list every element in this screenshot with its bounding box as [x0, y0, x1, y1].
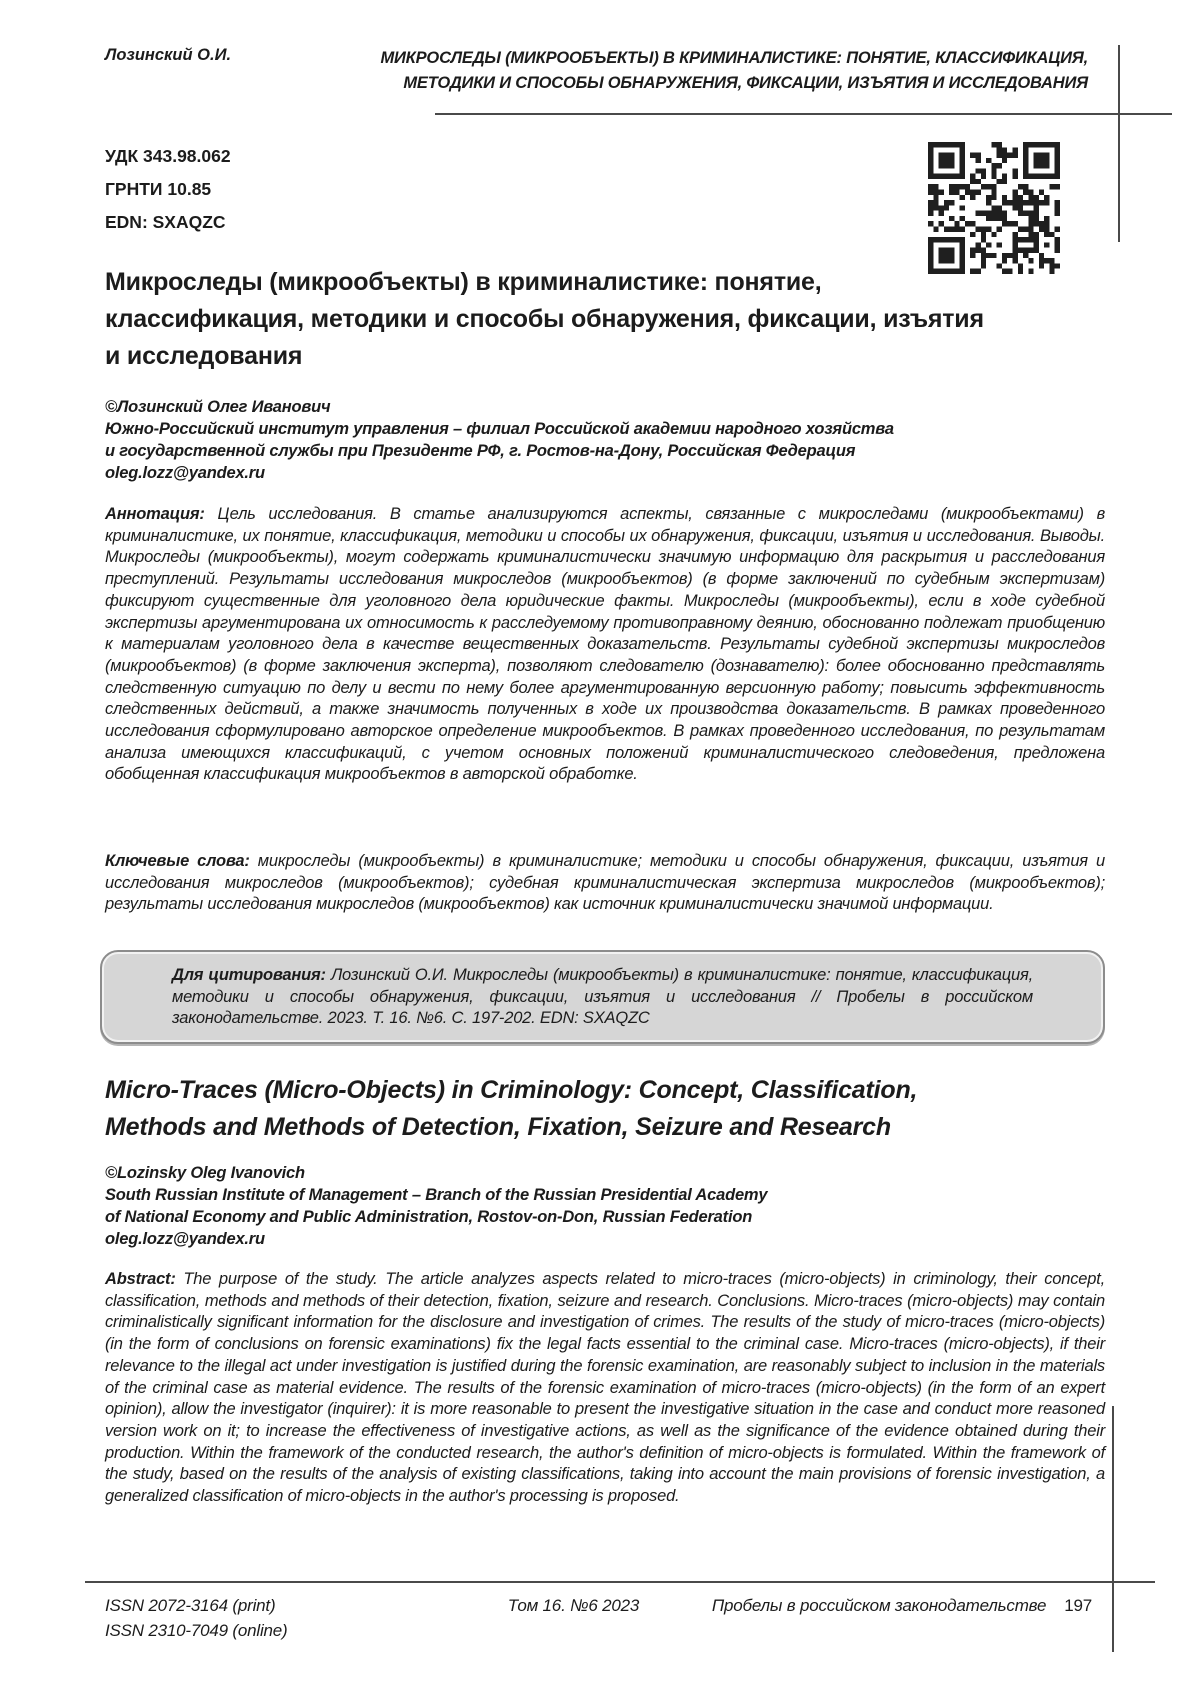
author-email-ru: oleg.lozz@yandex.ru	[105, 464, 265, 482]
running-head-author: Лозинский О.И.	[105, 46, 232, 64]
footer-rule	[85, 1581, 1155, 1583]
page-number: 197	[1064, 1596, 1092, 1615]
abstract-en-label: Abstract:	[105, 1270, 176, 1288]
edn-code: EDN: SXAQZC	[105, 212, 226, 232]
affiliation-ru-line2: и государственной службы при Президенте РФ, г. Ростов-на-Дону, Российская Федерация	[105, 442, 856, 460]
citation-label: Для цитирования:	[172, 966, 326, 984]
affiliation-en-line1: South Russian Institute of Management – Branch of the Russian Presidential Academy	[105, 1186, 768, 1204]
page-footer	[105, 1593, 1092, 1643]
affiliation-en-line2: of National Economy and Public Administration, Rostov-on-Don, Russian Federation	[105, 1208, 753, 1226]
citation-text-wrap	[102, 952, 1103, 1030]
keywords-ru-text: микроследы (микрообъекты) в криминалистике; методики и способы обнаружения, фиксации, изъятия и исследования микроследов (микрообъектов); судебная криминалистическая экспертиза микроследов (микрообъектов); результаты исследования микроследов (микрообъектов) как источник криминалистически значимой информации.	[105, 852, 1105, 914]
citation-box	[100, 950, 1105, 1044]
header-rule	[435, 113, 1172, 115]
footer-vertical-rule	[1112, 1406, 1114, 1652]
keywords-ru-label: Ключевые слова:	[105, 852, 250, 870]
volume-issue: Том 16. №6 2023	[507, 1596, 640, 1615]
abstract-ru-label: Аннотация:	[105, 505, 205, 523]
citation-text: Лозинский О.И. Микроследы (микрообъекты) в криминалистике: понятие, классификация, методики и способы обнаружения, фиксации, изъятия и исследования // Пробелы в российском законодательстве. 2023. Т. 16. №6. С. 197-202. EDN: SXAQZC	[172, 966, 1033, 1028]
issn-block	[105, 1593, 435, 1643]
qr-code	[928, 142, 1060, 274]
issn-online: ISSN 2310-7049 (online)	[105, 1621, 288, 1640]
running-head-title	[380, 46, 1088, 96]
running-head-title-line1: МИКРОСЛЕДЫ (МИКРООБЪЕКТЫ) В КРИМИНАЛИСТИКЕ: ПОНЯТИЕ, КЛАССИФИКАЦИЯ,	[380, 49, 1088, 67]
author-block-ru	[105, 396, 1105, 484]
abstract-en	[105, 1269, 1105, 1508]
article-title-ru: Микроследы (микрообъекты) в криминалистике: понятие, классификация, методики и способы обнаружения, фиксации, изъятия и исследования	[105, 268, 984, 370]
keywords-ru	[105, 851, 1105, 916]
issn-print: ISSN 2072-3164 (print)	[105, 1596, 276, 1615]
article-title-en: Micro-Traces (Micro-Objects) in Criminology: Concept, Classification, Methods and Methods of Detection, Fixation, Seizure and Research	[105, 1076, 918, 1141]
running-head-title-line2: МЕТОДИКИ И СПОСОБЫ ОБНАРУЖЕНИЯ, ФИКСАЦИИ, ИЗЪЯТИЯ И ИССЛЕДОВАНИЯ	[403, 74, 1088, 92]
grnti-code: ГРНТИ 10.85	[105, 179, 212, 199]
abstract-en-text: The purpose of the study. The article analyzes aspects related to micro-traces (micro-objects) in criminology, their concept, classification, methods and methods of their detection, fixation, seizure and research. Conclusions. Micro-traces (micro-objects) may contain criminalistically significant information for the disclosure and investigation of crimes. The results of the study of micro-traces (micro-objects) (in the form of conclusions on forensic examinations) fix the legal facts essential to the criminal case. Micro-traces (micro-objects), if their relevance to the illegal act under investigation is justified during the forensic examination, are reasonably subject to inclusion in the materials of the criminal case as material evidence. The results of the forensic examination of micro-traces (micro-objects) (in the form of an expert opinion), allow the investigator (inquirer): it is more reasonable to present the investigative situation in the case and conduct more reasoned version work on it; to increase the effectiveness of investigative actions, as well as the significance of the evidence obtained during their production. Within the framework of the conducted research, the author's definition of micro-objects is formulated. Within the framework of the study, based on the results of the analysis of existing classifications, taking into account the main provisions of forensic investigation, a generalized classification of micro-objects in the author's processing is proposed.	[105, 1270, 1106, 1506]
author-name-en: ©Lozinsky Oleg Ivanovich	[105, 1164, 305, 1182]
abstract-ru-text: Цель исследования. В статье анализируются аспекты, связанные с микроследами (микрообъектами) в криминалистике, их понятие, классификация, методики и способы их обнаружения, фиксации, изъятия и исследования. Выводы. Микроследы (микрообъекты), могут содержать криминалистически значимую информацию для раскрытия и расследования преступлений. Результаты исследования микроследов (микрообъектов) (в форме заключений по судебным экспертизам) фиксируют существенные для уголовного дела юридические факты. Микроследы (микрообъекты), если в ходе судебной экспертизы аргументирована их относимость к расследуемому противоправному деянию, обоснованно подлежат приобщению к материалам уголовного дела в качестве вещественных доказательств. Результаты судебной экспертизы микроследов (микрообъектов) (в форме заключения эксперта), позволяют следователю (дознавателю): более обоснованно представлять следственную ситуацию по делу и вести по нему более аргументированную версионную работу; повысить эффективность следственных действий, а также значимость полученных в ходе их производства доказательств. В рамках проведенного исследования сформулировано авторское определение микрообъектов. В рамках проведенного исследования, по результатам анализа имеющихся классификаций, с учетом основных положений криминалистического следоведения, предложена обобщенная классификация микрообъектов в авторской обработке.	[105, 505, 1105, 784]
author-email-en: oleg.lozz@yandex.ru	[105, 1230, 265, 1248]
header-vertical-rule	[1118, 45, 1120, 242]
article-identifiers	[105, 140, 231, 239]
abstract-ru	[105, 504, 1105, 786]
author-block-en	[105, 1162, 1105, 1250]
affiliation-ru-line1: Южно-Российский институт управления – филиал Российской академии народного хозяйства	[105, 420, 894, 438]
journal-name: Пробелы в российском законодательстве	[711, 1596, 1047, 1615]
udc-code: УДК 343.98.062	[105, 146, 231, 166]
author-name-ru: ©Лозинский Олег Иванович	[105, 398, 331, 416]
